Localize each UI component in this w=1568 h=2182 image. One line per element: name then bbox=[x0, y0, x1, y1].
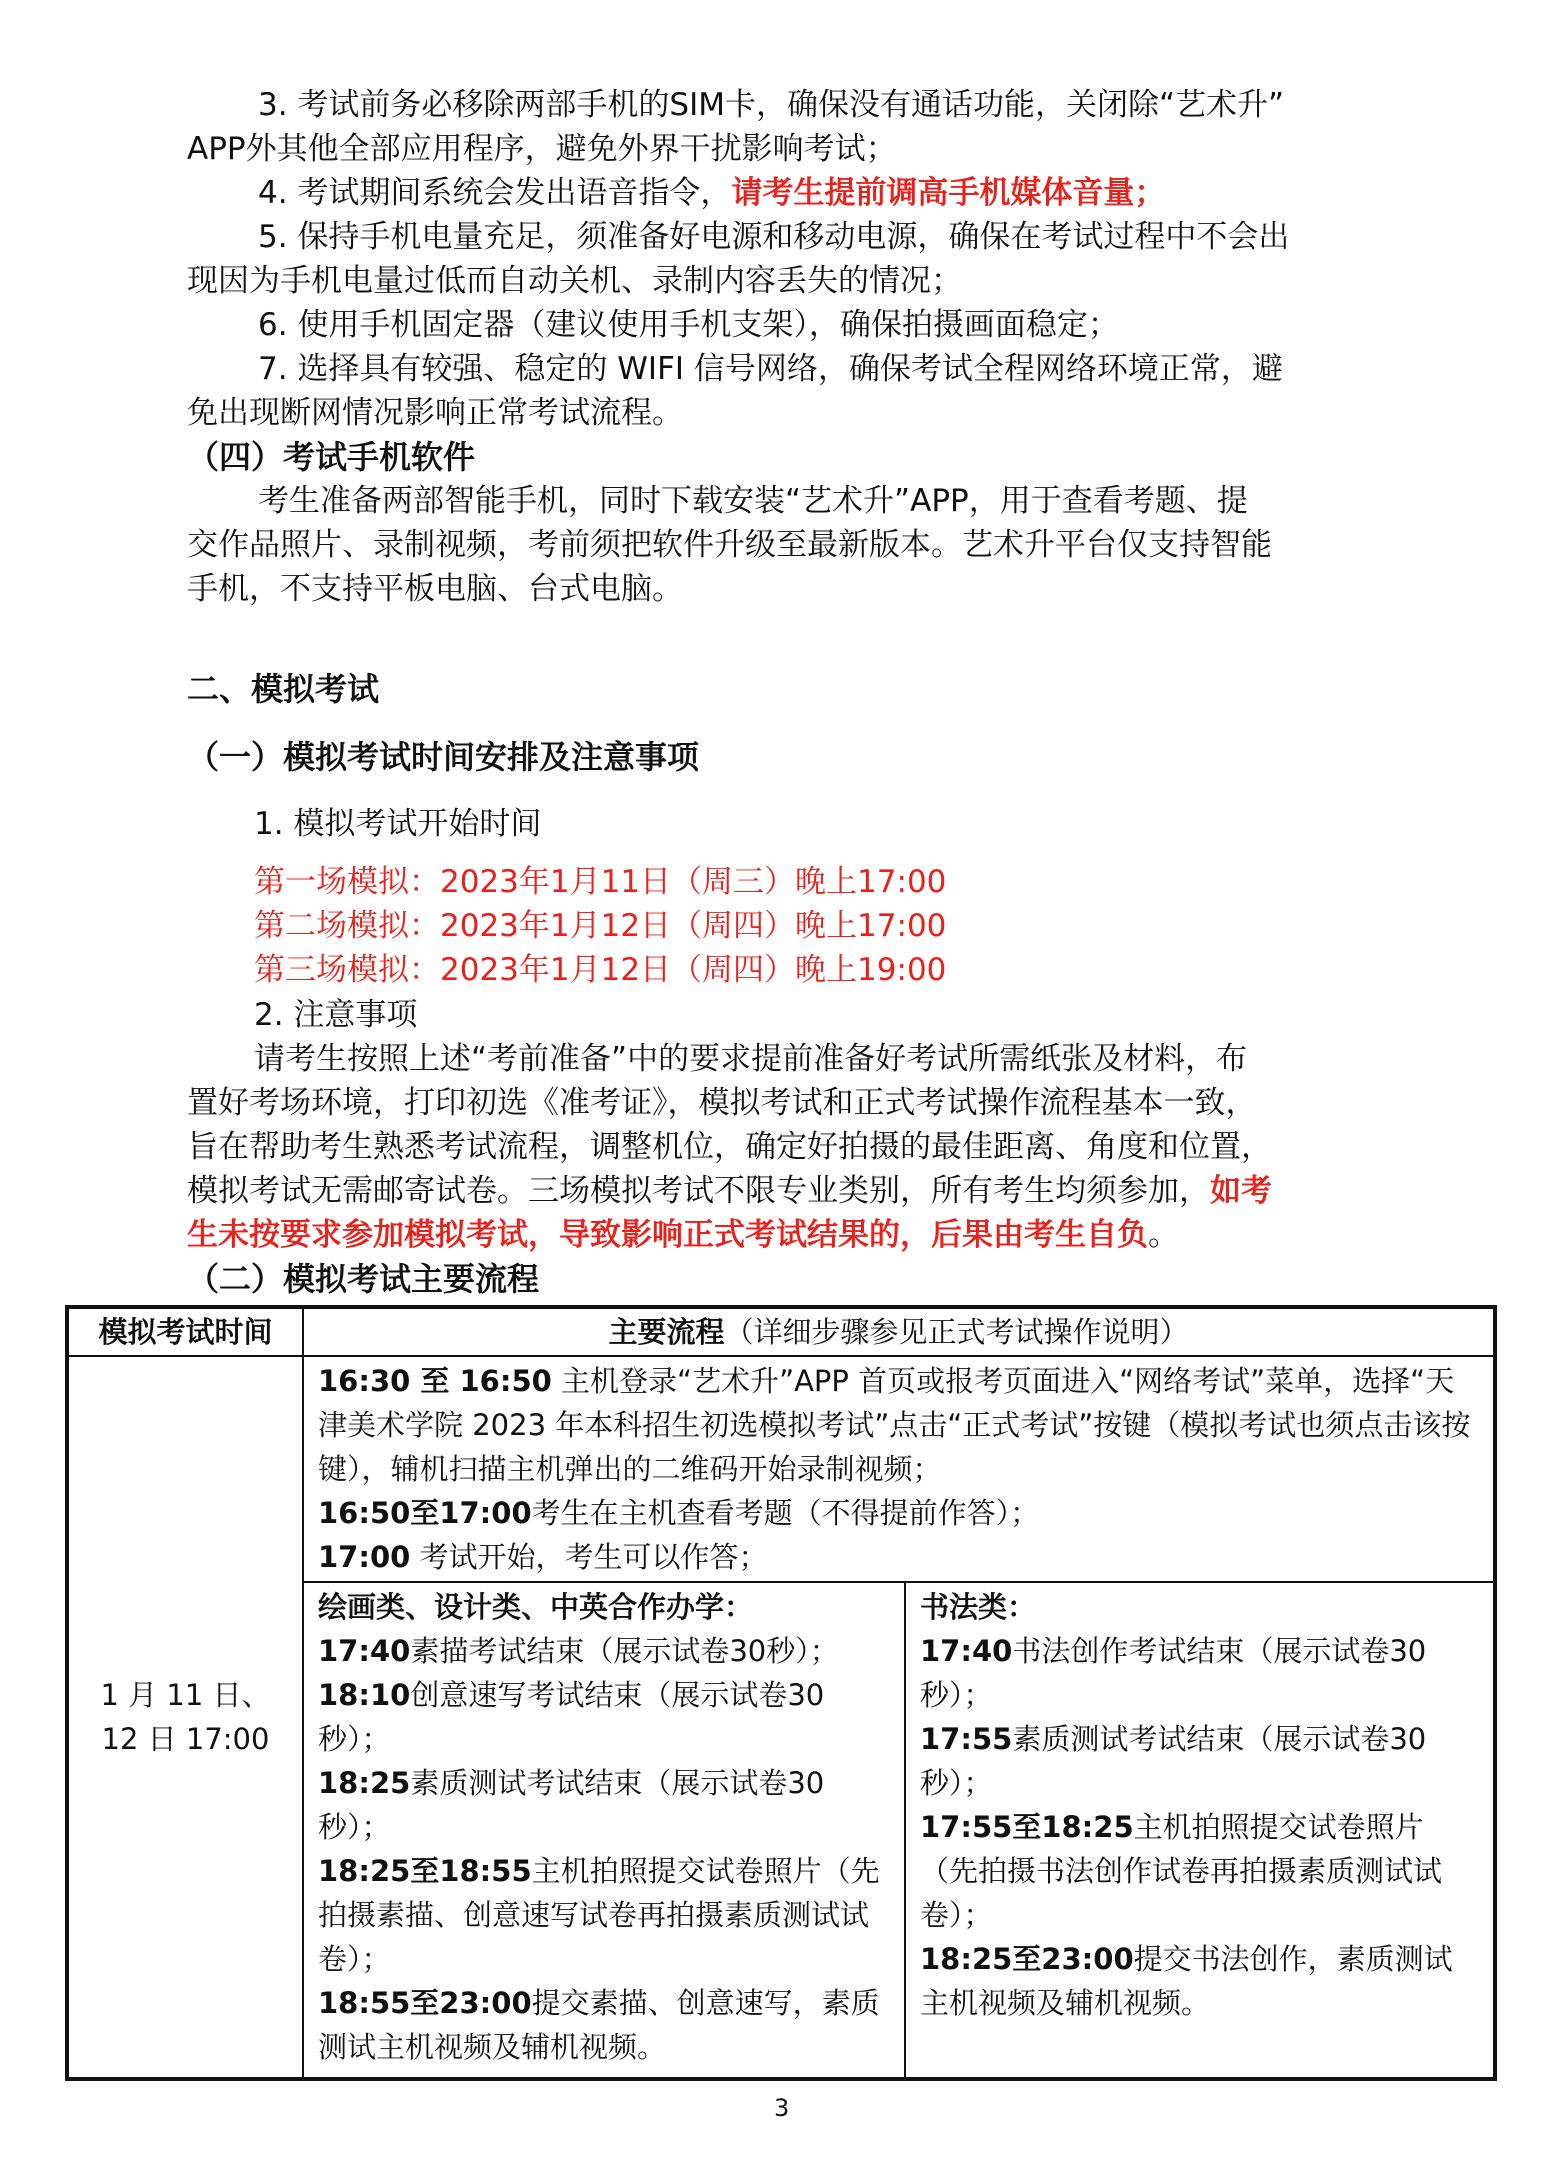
notes-line1: 请考生按照上述“考前准备”中的要求提前准备好考试所需纸张及材料，布 bbox=[254, 1041, 1248, 1077]
step-time-label: 18:25至23:00 bbox=[920, 1942, 1134, 1976]
step-time-label: 18:55至23:00 bbox=[318, 1986, 532, 2020]
header-flow-label: 主要流程 bbox=[608, 1315, 725, 1349]
step-time-label: 17:40 bbox=[920, 1634, 1013, 1668]
step-time-label: 17:40 bbox=[318, 1634, 411, 1668]
step-time-label: 17:00 bbox=[318, 1540, 411, 1574]
notes-line4-red: 如考 bbox=[1210, 1173, 1272, 1209]
item4-red-text: 请考生提前调高手机媒体音量； bbox=[731, 175, 1166, 211]
step-time-label: 18:10 bbox=[318, 1678, 411, 1712]
step-text: 主机拍照提交试卷照片（先拍摄素描、创意速写试卷再拍摄素质测试试卷）； bbox=[318, 1854, 880, 1976]
session-1: 第一场模拟：2023年1月11日（周三）晚上17:00 bbox=[254, 864, 947, 900]
notes-line5-red: 生未按要求参加模拟考试，导致影响正式考试结果的，后果由考生自负 bbox=[187, 1217, 1148, 1253]
section4-heading: （四）考试手机软件 bbox=[187, 438, 476, 476]
step-time-label: 16:50至17:00 bbox=[318, 1496, 532, 1530]
item5-line1: 5. 保持手机电量充足，须准备好电源和移动电源，确保在考试过程中不会出 bbox=[258, 219, 1290, 255]
right-step-1 bbox=[920, 1629, 1479, 1717]
notes-label: 2. 注意事项 bbox=[254, 997, 418, 1033]
painting-design-heading: 绘画类、设计类、中英合作办学： bbox=[318, 1590, 754, 1624]
step-time-label: 17:55至18:25 bbox=[920, 1810, 1134, 1844]
table-header-row bbox=[67, 1307, 1495, 1356]
step-time-label: 18:25 bbox=[318, 1766, 411, 1800]
common-step-3 bbox=[318, 1535, 1479, 1579]
step-time-label: 18:25至18:55 bbox=[318, 1854, 532, 1888]
common-step-1 bbox=[318, 1359, 1479, 1491]
step-time-label: 16:30 至 16:50 bbox=[318, 1364, 552, 1398]
section4-line2: 交作品照片、录制视频，考前须把软件升级至最新版本。艺术升平台仅支持智能 bbox=[187, 527, 1272, 563]
table-row-common bbox=[67, 1356, 1495, 1582]
step-time-label: 17:55 bbox=[920, 1722, 1013, 1756]
item3-line1: 3. 考试前务必移除两部手机的SIM卡，确保没有通话功能，关闭除“艺术升” bbox=[258, 87, 1285, 123]
item4 bbox=[258, 171, 1165, 215]
page-number: 3 bbox=[774, 2094, 790, 2122]
common-step-2 bbox=[318, 1491, 1479, 1535]
calligraphy-heading: 书法类： bbox=[920, 1590, 1037, 1624]
step-text: 书法创作考试结束（展示试卷30秒）； bbox=[920, 1634, 1427, 1712]
flow-table bbox=[65, 1305, 1497, 2081]
part2-heading: 二、模拟考试 bbox=[187, 670, 380, 708]
session-2: 第二场模拟：2023年1月12日（周四）晚上17:00 bbox=[254, 908, 947, 944]
item6: 6. 使用手机固定器（建议使用手机支架），确保拍摄画面稳定； bbox=[258, 307, 1119, 343]
step-text: 考试开始，考生可以作答； bbox=[410, 1540, 768, 1574]
step-text: 素质测试考试结束（展示试卷30秒）； bbox=[920, 1722, 1427, 1800]
calligraphy-cell bbox=[905, 1582, 1495, 2079]
notes-line2: 置好考场环境，打印初选《准考证》，模拟考试和正式考试操作流程基本一致， bbox=[187, 1085, 1257, 1121]
item5-line2: 现因为手机电量过低而自动关机、录制内容丢失的情况； bbox=[187, 263, 962, 299]
sub1-heading: （一）模拟考试时间安排及注意事项 bbox=[187, 738, 700, 776]
section4-line3: 手机，不支持平板电脑、台式电脑。 bbox=[187, 571, 683, 607]
left-step-1 bbox=[318, 1629, 890, 1673]
header-time: 模拟考试时间 bbox=[67, 1307, 303, 1356]
notes-line4-text: 模拟考试无需邮寄试卷。三场模拟考试不限专业类别，所有考生均须参加， bbox=[187, 1173, 1210, 1209]
right-step-2 bbox=[920, 1717, 1479, 1805]
step-text: 考生在主机查看考题（不得提前作答）； bbox=[531, 1496, 1040, 1530]
section4-line1: 考生准备两部智能手机，同时下载安装“艺术升”APP，用于查看考题、提 bbox=[258, 483, 1248, 519]
right-step-4 bbox=[920, 1937, 1479, 2025]
step-text: 提交书法创作，素质测试主机视频及辅机视频。 bbox=[920, 1942, 1453, 2020]
item7-line1: 7. 选择具有较强、稳定的 WIFI 信号网络，确保考试全程网络环境正常，避 bbox=[258, 351, 1283, 387]
item7-line2: 免出现断网情况影响正常考试流程。 bbox=[187, 395, 683, 431]
notes-line5 bbox=[187, 1213, 1179, 1257]
common-steps-cell bbox=[303, 1356, 1495, 1582]
step-text: 提交素描、创意速写，素质测试主机视频及辅机视频。 bbox=[318, 1986, 880, 2064]
item4-text: 4. 考试期间系统会发出语音指令， bbox=[258, 175, 732, 211]
start-time-label: 1. 模拟考试开始时间 bbox=[254, 806, 542, 842]
header-flow bbox=[303, 1307, 1495, 1356]
sub2-heading: （二）模拟考试主要流程 bbox=[187, 1260, 540, 1298]
notes-line3: 旨在帮助考生熟悉考试流程，调整机位，确定好拍摄的最佳距离、角度和位置， bbox=[187, 1129, 1272, 1165]
painting-design-cell bbox=[303, 1582, 905, 2079]
left-step-2 bbox=[318, 1673, 890, 1761]
item3-line2: APP外其他全部应用程序，避免外界干扰影响考试； bbox=[187, 131, 897, 167]
step-text: 素质测试考试结束（展示试卷30秒）； bbox=[318, 1766, 825, 1844]
time-cell bbox=[67, 1356, 303, 2079]
session-3: 第三场模拟：2023年1月12日（周四）晚上19:00 bbox=[254, 952, 947, 988]
left-step-3 bbox=[318, 1761, 890, 1849]
left-step-4 bbox=[318, 1849, 890, 1981]
step-text: 创意速写考试结束（展示试卷30秒）； bbox=[318, 1678, 825, 1756]
right-step-3 bbox=[920, 1805, 1479, 1937]
step-text: 素描考试结束（展示试卷30秒）； bbox=[410, 1634, 839, 1668]
step-text: 主机登录“艺术升”APP 首页或报考页面进入“网络考试”菜单，选择“天津美术学院 2023 年本科招生初选模拟考试”点击“正式考试”按键（模拟考试也须点击该按键），辅机扫描主机弹出的二维码开始录制视频； bbox=[318, 1364, 1471, 1486]
time-cell-text: 1 月 11 日、12 日 17:00 bbox=[100, 1678, 271, 1756]
header-flow-note: （详细步骤参见正式考试操作说明） bbox=[724, 1315, 1189, 1349]
left-step-5 bbox=[318, 1981, 890, 2069]
step-text: 主机拍照提交试卷照片（先拍摄书法创作试卷再拍摄素质测试试卷）； bbox=[920, 1810, 1443, 1932]
notes-line4 bbox=[187, 1169, 1272, 1213]
notes-line5-end: 。 bbox=[1148, 1217, 1179, 1253]
